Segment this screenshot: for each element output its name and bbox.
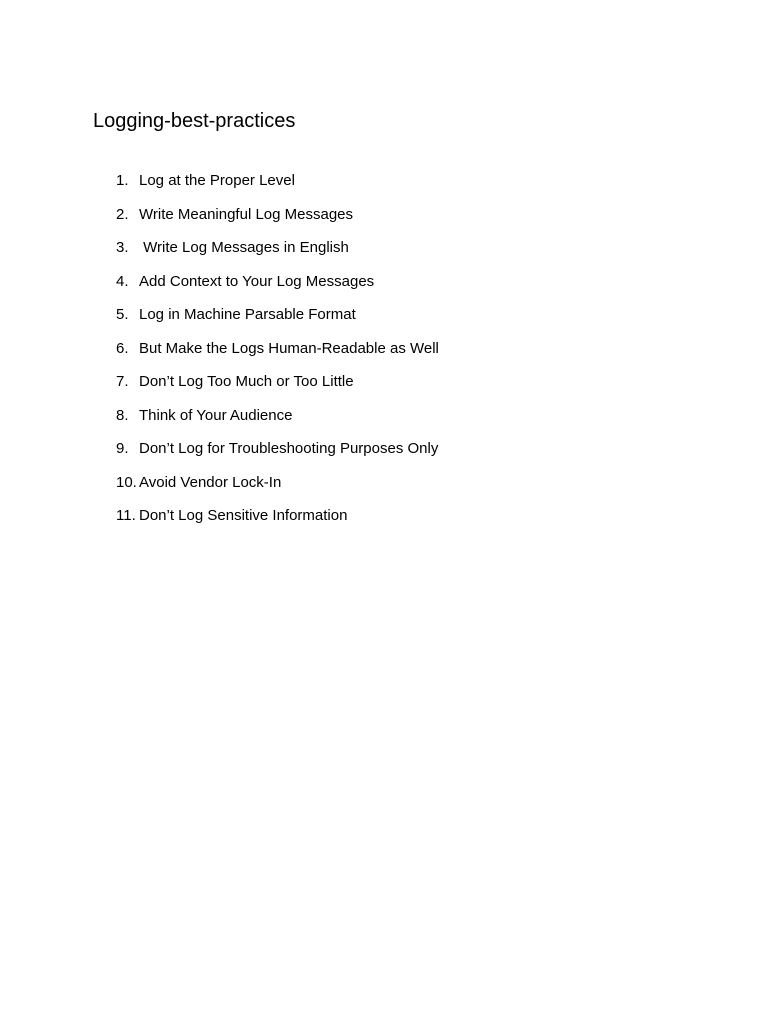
- list-item-number: 1.: [116, 172, 129, 189]
- list-item-number: 2.: [116, 205, 129, 223]
- list-item-text: Log at the Proper Level: [139, 172, 295, 189]
- list-item-number: 9.: [116, 440, 129, 457]
- list-item-number: 3.: [116, 239, 129, 256]
- list-item-number: 7.: [116, 373, 129, 390]
- list-item-number: 4.: [116, 272, 129, 290]
- list-item-text: But Make the Logs Human-Readable as Well: [139, 339, 439, 357]
- list-item-text: Write Log Messages in English: [139, 239, 349, 256]
- list-item-number: 8.: [116, 406, 129, 424]
- list-item-text: Log in Machine Parsable Format: [139, 306, 356, 323]
- list-item-number: 11.: [116, 507, 136, 524]
- list-item-text: Write Meaningful Log Messages: [139, 205, 353, 223]
- list-item-text: Don’t Log for Troubleshooting Purposes Only: [139, 440, 439, 457]
- document-title: Logging-best-practices: [93, 110, 296, 132]
- list-item-number: 10.: [116, 473, 137, 491]
- list-item-text: Avoid Vendor Lock-In: [139, 473, 282, 491]
- list-item-number: 5.: [116, 306, 129, 323]
- list-item-number: 6.: [116, 339, 129, 357]
- list-item-text: Don’t Log Sensitive Information: [139, 507, 348, 524]
- list-item-text: Think of Your Audience: [139, 406, 293, 424]
- list-item-text: Don’t Log Too Much or Too Little: [139, 373, 354, 390]
- list-item-text: Add Context to Your Log Messages: [139, 272, 375, 290]
